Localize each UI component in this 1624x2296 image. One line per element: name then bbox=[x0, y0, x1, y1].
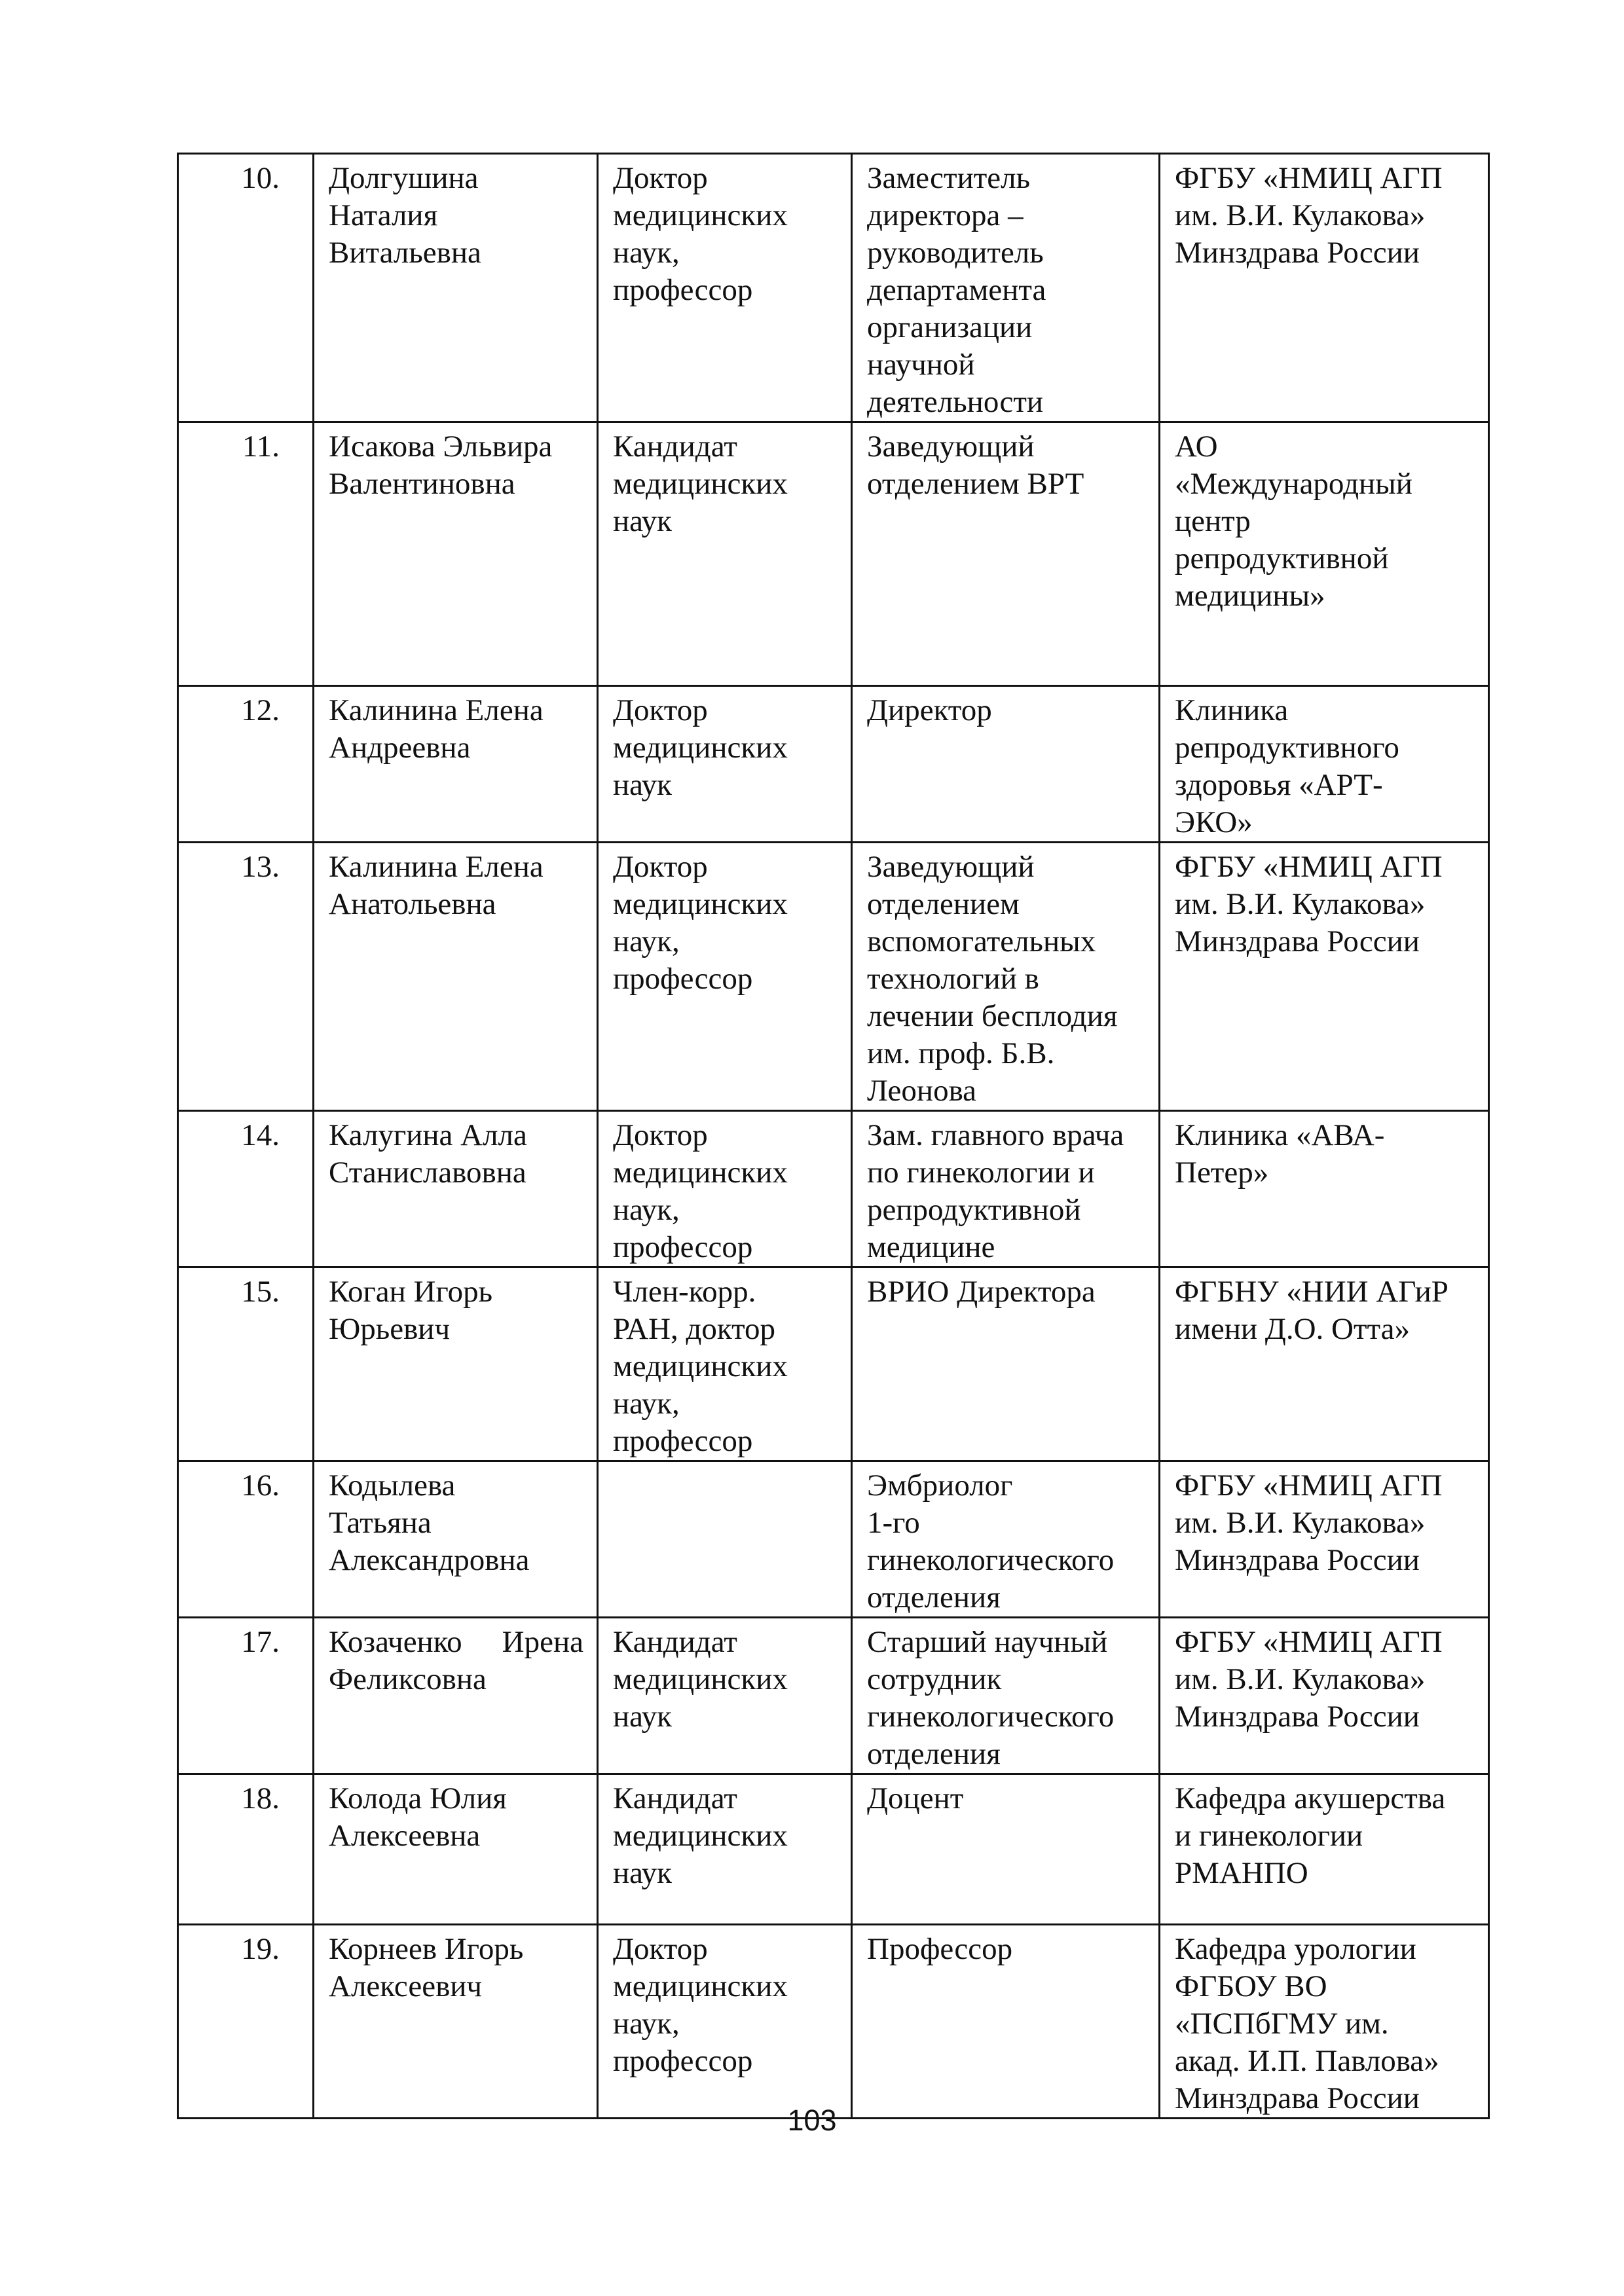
academic-degree: Доктор медицинских наук, профессор bbox=[598, 1925, 852, 2119]
academic-degree: Доктор медицинских наук bbox=[598, 686, 852, 843]
table-row bbox=[178, 1618, 1489, 1774]
person-name: Кодылева Татьяна Александровна bbox=[314, 1461, 598, 1618]
organization: ФГБУ «НМИЦ АГП им. В.И. Кулакова» Минздрава России bbox=[1160, 1461, 1489, 1618]
table-row bbox=[178, 154, 1489, 422]
row-number: 13. bbox=[178, 843, 314, 1111]
job-position: Доцент bbox=[852, 1774, 1160, 1925]
person-name: Калинина Елена Анатольевна bbox=[314, 843, 598, 1111]
job-position: Зам. главного врача по гинекологии и репродуктивной медицине bbox=[852, 1111, 1160, 1267]
job-position: ВРИО Директора bbox=[852, 1267, 1160, 1461]
academic-degree bbox=[598, 1461, 852, 1618]
organization: Клиника репродуктивного здоровья «АРТ- ЭКО» bbox=[1160, 686, 1489, 843]
academic-degree: Доктор медицинских наук, профессор bbox=[598, 1111, 852, 1267]
row-number: 17. bbox=[178, 1618, 314, 1774]
job-position: Эмбриолог 1-го гинекологического отделения bbox=[852, 1461, 1160, 1618]
person-name: Исакова Эльвира Валентиновна bbox=[314, 422, 598, 686]
academic-degree: Доктор медицинских наук, профессор bbox=[598, 843, 852, 1111]
organization: ФГБУ «НМИЦ АГП им. В.И. Кулакова» Минздрава России bbox=[1160, 843, 1489, 1111]
table-row bbox=[178, 1925, 1489, 2119]
row-number: 14. bbox=[178, 1111, 314, 1267]
academic-degree: Кандидат медицинских наук bbox=[598, 422, 852, 686]
organization: ФГБНУ «НИИ АГиР имени Д.О. Отта» bbox=[1160, 1267, 1489, 1461]
table-row bbox=[178, 1111, 1489, 1267]
academic-degree: Доктор медицинских наук, профессор bbox=[598, 154, 852, 422]
person-name: Коган Игорь Юрьевич bbox=[314, 1267, 598, 1461]
table-row bbox=[178, 422, 1489, 686]
organization: Кафедра урологии ФГБОУ ВО «ПСПбГМУ им. акад. И.П. Павлова» Минздрава России bbox=[1160, 1925, 1489, 2119]
job-position: Заместитель директора – руководитель департамента организации научной деятельности bbox=[852, 154, 1160, 422]
person-name: Долгушина Наталия Витальевна bbox=[314, 154, 598, 422]
row-number: 19. bbox=[178, 1925, 314, 2119]
page-number: 103 bbox=[787, 2104, 837, 2137]
row-number: 10. bbox=[178, 154, 314, 422]
person-name: Калинина Елена Андреевна bbox=[314, 686, 598, 843]
academic-degree: Кандидат медицинских наук bbox=[598, 1774, 852, 1925]
table-row bbox=[178, 686, 1489, 843]
table-row bbox=[178, 1461, 1489, 1618]
job-position: Профессор bbox=[852, 1925, 1160, 2119]
row-number: 18. bbox=[178, 1774, 314, 1925]
table-row bbox=[178, 843, 1489, 1111]
person-name: Козаченко Ирена Феликсовна bbox=[314, 1618, 598, 1774]
row-number: 15. bbox=[178, 1267, 314, 1461]
person-name: Калугина Алла Станиславовна bbox=[314, 1111, 598, 1267]
person-name: Корнеев Игорь Алексеевич bbox=[314, 1925, 598, 2119]
person-name: Колода Юлия Алексеевна bbox=[314, 1774, 598, 1925]
organization: ФГБУ «НМИЦ АГП им. В.И. Кулакова» Минздрава России bbox=[1160, 1618, 1489, 1774]
organization: Кафедра акушерства и гинекологии РМАНПО bbox=[1160, 1774, 1489, 1925]
organization: ФГБУ «НМИЦ АГП им. В.И. Кулакова» Минздрава России bbox=[1160, 154, 1489, 422]
job-position: Старший научный сотрудник гинекологического отделения bbox=[852, 1618, 1160, 1774]
job-position: Заведующий отделением вспомогательных технологий в лечении бесплодия им. проф. Б.В. Леонова bbox=[852, 843, 1160, 1111]
row-number: 12. bbox=[178, 686, 314, 843]
row-number: 11. bbox=[178, 422, 314, 686]
job-position: Директор bbox=[852, 686, 1160, 843]
experts-table bbox=[177, 153, 1490, 2119]
table-row bbox=[178, 1774, 1489, 1925]
organization: АО «Международный центр репродуктивной медицины» bbox=[1160, 422, 1489, 686]
job-position: Заведующий отделением ВРТ bbox=[852, 422, 1160, 686]
organization: Клиника «АВА- Петер» bbox=[1160, 1111, 1489, 1267]
table-row bbox=[178, 1267, 1489, 1461]
academic-degree: Член-корр. РАН, доктор медицинских наук, профессор bbox=[598, 1267, 852, 1461]
academic-degree: Кандидат медицинских наук bbox=[598, 1618, 852, 1774]
row-number: 16. bbox=[178, 1461, 314, 1618]
